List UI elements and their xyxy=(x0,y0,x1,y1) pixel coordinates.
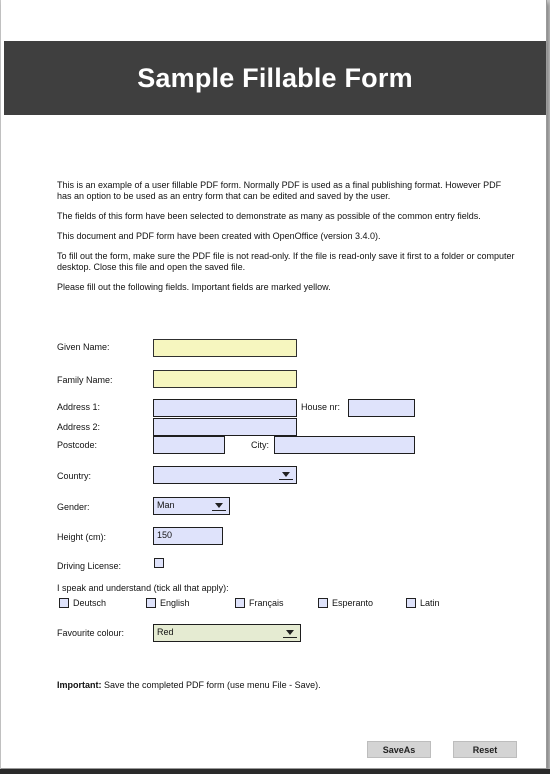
postcode-label: Postcode: xyxy=(57,440,98,450)
dropdown-arrow-icon[interactable] xyxy=(279,470,293,480)
intro-paragraph: Please fill out the following fields. Important fields are marked yellow. xyxy=(57,282,331,292)
city-label: City: xyxy=(251,440,269,450)
favourite-colour-select[interactable] xyxy=(153,624,301,642)
family-name-field[interactable] xyxy=(153,370,297,388)
given-name-label: Given Name: xyxy=(57,342,110,352)
house-nr-field[interactable] xyxy=(348,399,415,417)
title-banner xyxy=(4,41,546,115)
gender-select[interactable] xyxy=(153,497,230,515)
address1-field[interactable] xyxy=(153,399,297,417)
save-as-button[interactable]: SaveAs xyxy=(367,741,431,758)
favourite-colour-value: Red xyxy=(157,627,174,637)
country-label: Country: xyxy=(57,471,92,481)
latin-label: Latin xyxy=(420,598,440,608)
pdf-page xyxy=(1,0,547,769)
deutsch-label: Deutsch xyxy=(73,598,107,608)
intro-paragraph: This is an example of a user fillable PDF form. Normally PDF is used as a final publishing format. However PDF has an option to be used as an entry form that can be edited and saved by the user. xyxy=(57,180,502,201)
favourite-colour-label: Favourite colour: xyxy=(57,628,125,638)
languages-label: I speak and understand (tick all that apply): xyxy=(57,583,229,593)
city-field[interactable] xyxy=(274,436,415,454)
important-text: Save the completed PDF form (use menu File - Save). xyxy=(101,680,321,690)
important-label: Important: xyxy=(57,680,102,690)
important-note xyxy=(57,680,321,691)
francais-label: Français xyxy=(249,598,284,608)
esperanto-label: Esperanto xyxy=(332,598,374,608)
address1-label: Address 1: xyxy=(57,402,101,412)
intro-paragraph: The fields of this form have been selected to demonstrate as many as possible of the common entry fields. xyxy=(57,211,481,221)
english-checkbox[interactable] xyxy=(146,598,156,608)
house-nr-label: House nr: xyxy=(301,402,341,412)
intro-text xyxy=(57,180,517,302)
francais-checkbox[interactable] xyxy=(235,598,245,608)
given-name-field[interactable] xyxy=(153,339,297,357)
gender-value: Man xyxy=(157,500,175,510)
postcode-field[interactable] xyxy=(153,436,225,454)
intro-paragraph: To fill out the form, make sure the PDF file is not read-only. If the file is read-only save it first to a folder or computer desktop. Close this file and open the saved file. xyxy=(57,251,515,272)
height-label: Height (cm): xyxy=(57,532,107,542)
english-label: English xyxy=(160,598,190,608)
family-name-label: Family Name: xyxy=(57,375,113,385)
latin-checkbox[interactable] xyxy=(406,598,416,608)
dropdown-arrow-icon[interactable] xyxy=(212,501,226,511)
intro-paragraph: This document and PDF form have been created with OpenOffice (version 3.4.0). xyxy=(57,231,381,241)
driving-license-label: Driving License: xyxy=(57,561,122,571)
dropdown-arrow-icon[interactable] xyxy=(283,628,297,638)
address2-field[interactable] xyxy=(153,418,297,436)
window-bottom-edge xyxy=(0,769,550,774)
gender-label: Gender: xyxy=(57,502,90,512)
driving-license-checkbox[interactable] xyxy=(154,558,164,568)
country-select[interactable] xyxy=(153,466,297,484)
page-title: Sample Fillable Form xyxy=(137,62,413,93)
height-field[interactable]: 150 xyxy=(153,527,223,545)
address2-label: Address 2: xyxy=(57,422,101,432)
deutsch-checkbox[interactable] xyxy=(59,598,69,608)
reset-button[interactable]: Reset xyxy=(453,741,517,758)
esperanto-checkbox[interactable] xyxy=(318,598,328,608)
